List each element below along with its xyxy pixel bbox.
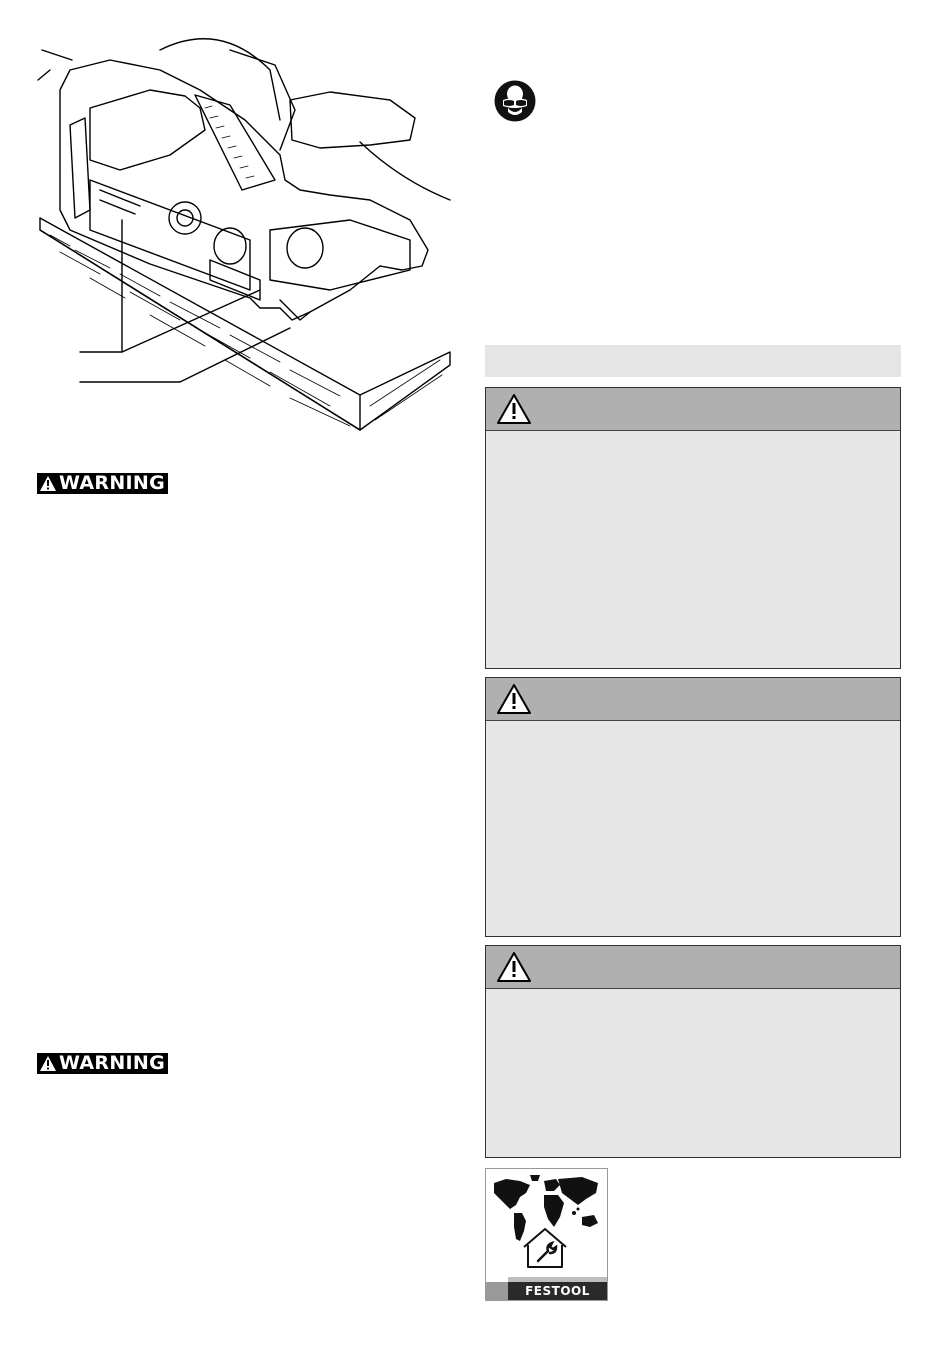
exclamation-triangle-icon [496,951,532,983]
warning-triangle-icon [39,475,57,492]
exclamation-triangle-icon [496,393,532,425]
warning-badge [37,473,168,494]
caution-box [485,945,901,1158]
festool-brand-bar [486,1282,607,1300]
world-map-service-icon [486,1169,607,1282]
caution-header [486,678,900,721]
warning-triangle-icon [39,1055,57,1072]
warning-label: WARNING [59,1052,166,1074]
exclamation-triangle-icon [496,683,532,715]
festool-logo: FESTOOL [525,1284,590,1298]
warning-badge [37,1053,168,1074]
caution-header [486,388,900,431]
section-header-bar [485,345,901,377]
warning-label: WARNING [59,472,166,494]
saw-illustration [30,30,460,440]
service-tile [485,1168,608,1301]
caution-header [486,946,900,989]
caution-box [485,677,901,937]
safety-goggles-icon [494,80,536,122]
caution-box [485,387,901,669]
